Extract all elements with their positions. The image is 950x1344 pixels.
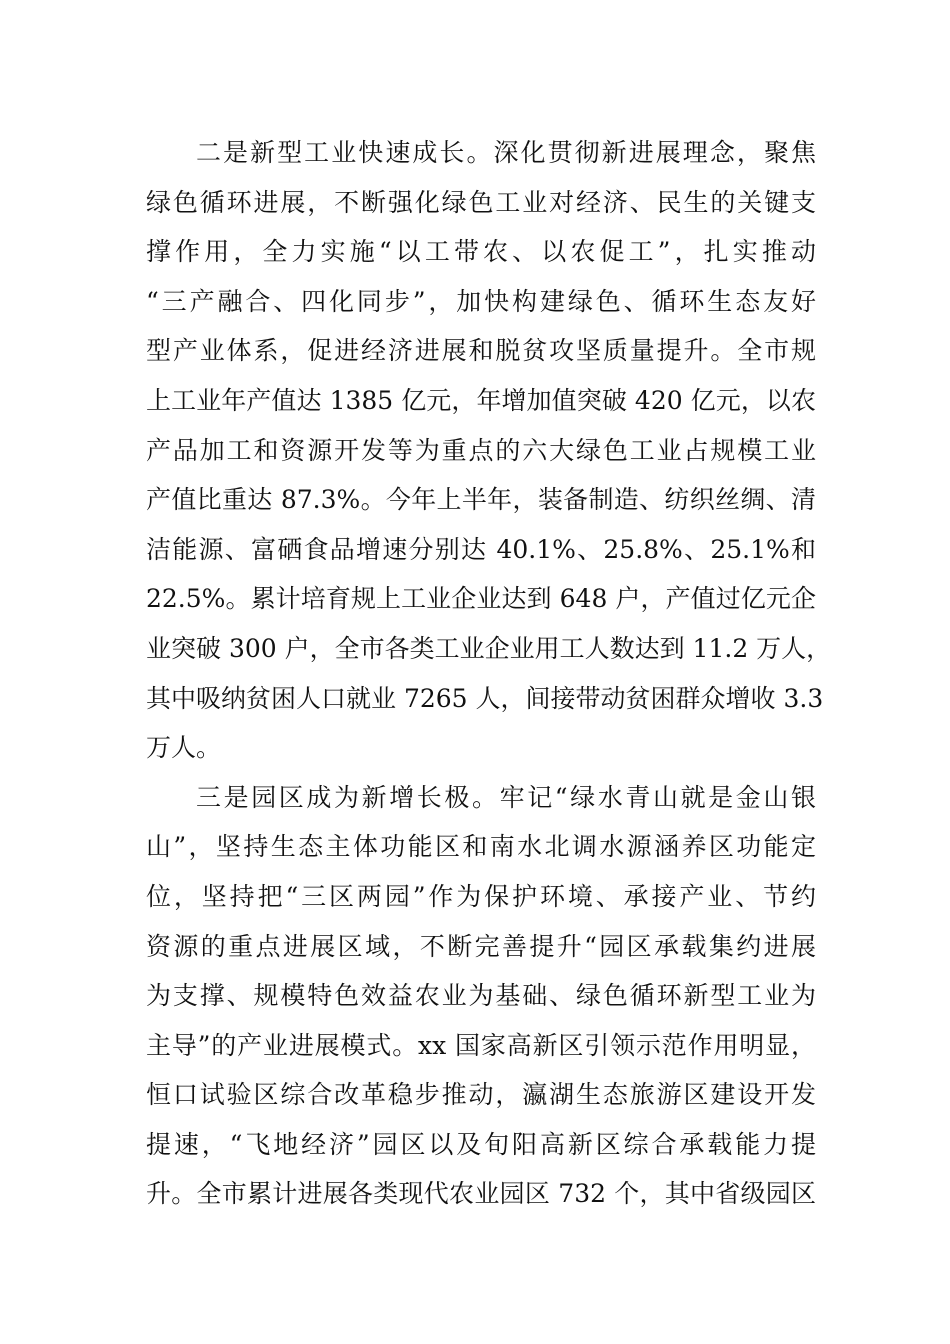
text-line: 二是新型工业快速成长。深化贯彻新进展理念，聚焦	[196, 138, 816, 167]
text-line: 三是园区成为新增长极。牢记“绿水青山就是金山银	[196, 782, 816, 812]
text-line: 产值比重达 87.3%。今年上半年，装备制造、纺织丝绸、清	[146, 485, 816, 515]
text-line: 资源的重点进展区域，不断完善提升“园区承载集约进展	[146, 931, 816, 961]
text-line: 主导”的产业进展模式。xx 国家高新区引领示范作用明显，	[146, 1030, 816, 1060]
text-line: 万人。	[146, 733, 222, 763]
text-line: 业突破 300 户，全市各类工业企业用工人数达到 11.2 万人，	[146, 633, 832, 663]
text-line: 撑作用，全力实施“以工带农、以农促工”，扎实推动	[146, 237, 816, 267]
text-line: 提速，“飞地经济”园区以及旬阳高新区综合承载能力提	[146, 1129, 816, 1159]
paragraph-parks	[146, 773, 816, 1219]
text-line: 产品加工和资源开发等为重点的六大绿色工业占规模工业	[146, 435, 816, 465]
text-line: 型产业体系，促进经济进展和脱贫攻坚质量提升。全市规	[146, 336, 816, 366]
text-line: 洁能源、富硒食品增速分别达 40.1%、25.8%、25.1%和	[146, 534, 816, 564]
text-line: 为支撑、规模特色效益农业为基础、绿色循环新型工业为	[146, 981, 816, 1011]
document-body	[146, 128, 832, 1219]
text-line: 升。全市累计进展各类现代农业园区 732 个，其中省级园区	[146, 1179, 816, 1209]
text-line: 位，坚持把“三区两园”作为保护环境、承接产业、节约	[146, 881, 816, 911]
text-line: 上工业年产值达 1385 亿元，年增加值突破 420 亿元，以农	[146, 385, 816, 415]
text-line: “三产融合、四化同步”，加快构建绿色、循环生态友好	[146, 286, 816, 316]
text-line: 其中吸纳贫困人口就业 7265 人，间接带动贫困群众增收 3.3	[146, 683, 824, 713]
paragraph-industry	[146, 128, 832, 773]
text-line: 绿色循环进展，不断强化绿色工业对经济、民生的关键支	[146, 187, 816, 217]
text-line: 恒口试验区综合改革稳步推动，瀛湖生态旅游区建设开发	[146, 1080, 816, 1110]
text-line: 22.5%。累计培育规上工业企业达到 648 户，产值过亿元企	[146, 584, 816, 614]
text-line: 山”，坚持生态主体功能区和南水北调水源涵养区功能定	[146, 832, 816, 862]
